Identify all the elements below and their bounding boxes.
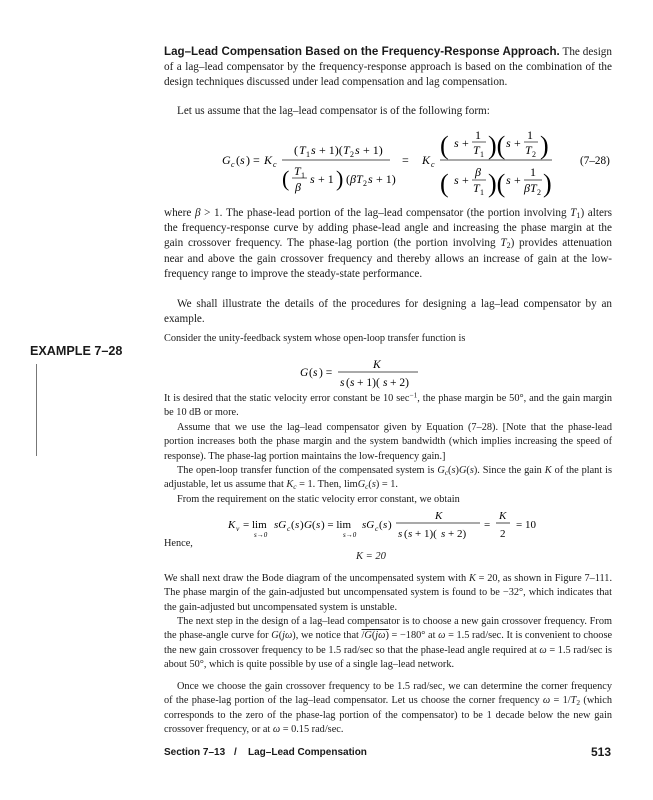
equation-label: (7–28) (580, 155, 610, 167)
svg-text:s: s (383, 377, 388, 389)
svg-text:K: K (499, 510, 507, 522)
svg-text:s: s (311, 143, 316, 157)
svg-text:): ) (336, 166, 344, 191)
svg-text:s: s (240, 153, 245, 167)
example-intro: Consider the unity-feedback system whose open-loop transfer function is (164, 333, 466, 344)
svg-text:+ 1: + 1 (318, 172, 334, 186)
svg-text:= 10: = 10 (516, 519, 536, 531)
example-once: Once we choose the gain crossover frequency to be 1.5 rad/sec, we can determine the corner frequency of the phase-lag portion of the lag–lead compensator. Let us choose the corner frequency $\omega = 1/T_2$ (which corresponds to the zero of the phase-lag portion of the compensator) to be 1 decade below the new gain crossover frequency, or at ω = 0.15 rad/sec. (164, 681, 613, 735)
svg-text:+ 1): + 1) (363, 143, 383, 157)
svg-text:s: s (368, 172, 373, 186)
svg-text:(: ( (404, 528, 408, 540)
svg-text:s: s (454, 136, 459, 150)
section-paragraph-4: We shall illustrate the details of the procedures for designing a lag–lead compensator by an example. (164, 298, 612, 326)
svg-text:(: ( (294, 143, 298, 157)
svg-text:(: ( (236, 153, 240, 167)
svg-text:T: T (525, 143, 532, 157)
example-rule (36, 364, 37, 456)
svg-text:sG: sG (362, 519, 375, 531)
svg-text:K: K (264, 153, 273, 167)
svg-text:s: s (313, 367, 318, 379)
svg-text:K: K (422, 153, 431, 167)
example-hence: Hence, (164, 538, 193, 549)
svg-text:=: = (402, 153, 409, 167)
svg-text:(: ( (346, 172, 350, 186)
svg-text:s→0: s→0 (254, 531, 268, 539)
svg-text:(: ( (379, 519, 383, 531)
svg-text:(: ( (312, 519, 316, 531)
svg-text:1: 1 (530, 165, 536, 179)
svg-text:sG: sG (274, 519, 287, 531)
svg-text:(: ( (440, 131, 449, 160)
example-label: EXAMPLE 7–28 (30, 344, 123, 358)
svg-text:T: T (473, 143, 480, 157)
svg-text:+ 2): + 2) (390, 377, 409, 389)
svg-text:βT: βT (524, 181, 537, 195)
section-paragraph-3: where β > 1. The phase-lead portion of the lag–lead compensator (the portion involving $T_1$) alters the frequency-response curve by adding phase-lead angle and increasing the phase margin at the gain crossover frequency. The phase-lag portion (the portion involving $T_2$) provides attenuation near and above the gain crossover frequency and thereby allows an increase of gain at the low-frequency range to improve the steady-state performance. (164, 207, 612, 280)
footer-section: Section 7–13 (164, 747, 226, 758)
svg-text:G: G (304, 519, 312, 531)
svg-text:(: ( (282, 166, 290, 191)
svg-text:) =: ) = (319, 367, 333, 379)
svg-text:1: 1 (480, 188, 484, 197)
svg-text:+: + (462, 136, 469, 150)
svg-text:): ) (543, 169, 552, 198)
section-heading: Lag–Lead Compensation Based on the Frequency-Response Approach. (164, 45, 560, 58)
svg-text:2: 2 (363, 179, 367, 188)
svg-text:G: G (222, 153, 231, 167)
example-from: From the requirement on the static velocity error constant, we obtain (177, 494, 460, 505)
svg-text:1: 1 (527, 128, 533, 142)
svg-text:s: s (316, 519, 321, 531)
svg-text:s: s (350, 377, 355, 389)
svg-text:T: T (473, 181, 480, 195)
svg-text:1: 1 (475, 128, 481, 142)
svg-text:)(: )( (488, 131, 506, 160)
svg-text:K: K (228, 519, 236, 531)
svg-text:): ) (388, 519, 392, 531)
svg-text:c: c (375, 524, 379, 533)
example-next-step: The next step in the design of a lag–lead compensator is to choose a new gain crossover frequency. From the phase-angle curve for G(jω), we notice that /G(jω) = −180° at ω = 1.5 rad/sec. It is convenient to choose the new gain crossover frequency to be 1.5 rad/sec so that the phase-lead angle required at ω = 1.5 rad/sec is about 50°, which is quite possible by use of a single lag–lead network. (164, 616, 613, 670)
svg-text:c: c (287, 524, 291, 533)
svg-text:T: T (343, 143, 350, 157)
page-number: 513 (590, 745, 611, 759)
svg-text:s: s (383, 519, 388, 531)
svg-text:+ 1)(: + 1)( (415, 528, 437, 540)
svg-text:(: ( (309, 367, 313, 379)
svg-text:2: 2 (537, 188, 541, 197)
svg-text:s→0: s→0 (343, 531, 357, 539)
equation-7-28 (210, 124, 630, 204)
svg-text:β: β (295, 180, 301, 194)
svg-text:2: 2 (532, 150, 536, 159)
svg-text:) = lim: ) = lim (321, 519, 352, 531)
svg-text:2: 2 (350, 150, 354, 159)
section-paragraph-2: Let us assume that the lag–lead compensator is of the following form: (177, 105, 490, 117)
svg-text:1: 1 (301, 171, 305, 180)
svg-text:= lim: = lim (243, 519, 267, 531)
svg-text:c: c (231, 160, 235, 169)
svg-text:+ 1)(: + 1)( (319, 143, 343, 157)
example-assume: Assume that we use the lag–lead compensator given by Equation (7–28). [Note that the phase-lead portion increases both the phase margin and the system bandwidth (which implies increasing the speed of response). The phase-lag portion maintains the low-frequency gain.] (164, 422, 612, 462)
svg-text:βT: βT (350, 172, 363, 186)
svg-text:β: β (475, 165, 481, 179)
svg-text:s: s (441, 528, 446, 540)
svg-text:(: ( (440, 169, 449, 198)
svg-text:c: c (273, 160, 277, 169)
svg-text:+ 1)(: + 1)( (357, 377, 380, 389)
svg-text:1: 1 (306, 150, 310, 159)
example-bode: We shall next draw the Bode diagram of the uncompensated system with K = 20, as shown in Figure 7–111. The phase margin of the gain-adjusted but uncompensated system is found to be −32°, which indicates that the gain-adjusted but uncompensated system is unstable. (164, 573, 613, 613)
svg-text:s: s (454, 173, 459, 187)
svg-text:+: + (514, 173, 521, 187)
svg-text:)(: )( (488, 169, 506, 198)
svg-text:): ) (300, 519, 304, 531)
svg-text:s: s (355, 143, 360, 157)
svg-text:+: + (514, 136, 521, 150)
svg-text:+ 1): + 1) (376, 172, 396, 186)
svg-text:s: s (408, 528, 413, 540)
svg-text:G: G (300, 367, 309, 379)
svg-text:c: c (431, 160, 435, 169)
svg-text:2: 2 (500, 528, 506, 540)
svg-text:v: v (236, 524, 240, 533)
svg-text:=: = (484, 519, 491, 531)
example-open-loop: The open-loop transfer function of the compensated system is $G_c(s)G(s)$. Since the gain K of the plant is adjustable, let us assume that $K_c = 1$. Then, limG$_c$(s) = 1. (164, 465, 612, 492)
svg-text:s: s (340, 377, 345, 389)
footer-separator: / (234, 747, 237, 758)
svg-text:T: T (294, 164, 301, 178)
svg-text:K: K (373, 359, 381, 371)
plant-transfer-function (300, 354, 460, 394)
svg-text:s: s (506, 136, 511, 150)
svg-text:s: s (398, 528, 403, 540)
section-paragraph-1: Lag–Lead Compensation Based on the Frequency-Response Approach. The design of a lag–lead compensator by the frequency-response approach is based on the combination of the design techniques discussed under lead compensation and lag compensation. (164, 45, 612, 89)
footer-title: Lag–Lead Compensation (248, 747, 367, 758)
svg-text:) =: ) = (246, 153, 260, 167)
example-requirement: It is desired that the static velocity error constant be 10 $\sec^{-1}$, the phase margin be 50°, and the gain margin be 10 dB or more. (164, 390, 612, 419)
svg-text:+ 2): + 2) (448, 528, 467, 540)
svg-text:(: ( (291, 519, 295, 531)
svg-text:K: K (435, 510, 443, 522)
svg-text:s: s (506, 173, 511, 187)
svg-text:1: 1 (480, 150, 484, 159)
svg-text:(: ( (346, 377, 350, 389)
svg-text:s: s (310, 172, 315, 186)
svg-text:s: s (295, 519, 300, 531)
svg-text:+: + (462, 173, 469, 187)
svg-text:): ) (540, 131, 549, 160)
svg-text:T: T (299, 143, 306, 157)
k-result: K = 20 (356, 551, 386, 562)
